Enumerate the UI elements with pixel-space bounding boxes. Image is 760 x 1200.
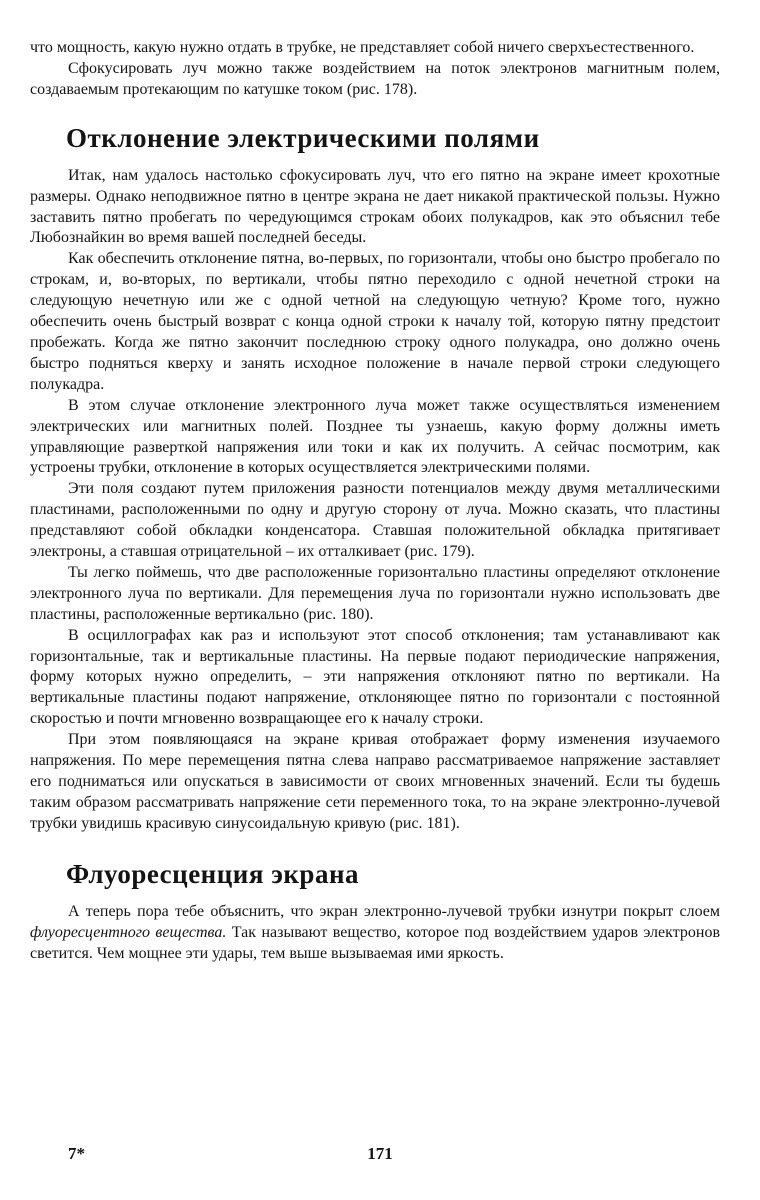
section1-paragraph-5: Ты легко поймешь, что две расположенные горизонтально пластины определяют отклонение электронного луча по вертикали. Для перемещения луча по горизонтали нужно использовать две пластины, расположенные вертикально (рис. 180). (30, 563, 720, 623)
text-run: Так называют вещество, которое под воздействием ударов электронов светится. Чем мощнее эти удары, тем выше вызываемая ими яркость. (30, 923, 720, 962)
paragraph-top-1: что мощность, какую нужно отдать в трубке, не представляет собой ничего сверхъестественного. (30, 39, 695, 56)
section1-paragraph-4: Эти поля создают путем приложения разности потенциалов между двумя металлическими пластинами, расположенными по одну и другую сторону от луча. Можно сказать, что пластины представляют собой обкладки конденсатора. Ставшая положительной обкладка притягивает электроны, а ставшая отрицательной – их отталкивает (рис. 179). (30, 480, 720, 561)
paragraph-top-2: Сфокусировать луч можно также воздействием на поток электронов магнитным полем, создаваемым протекающим по катушке током (рис. 178). (30, 59, 720, 98)
section1-paragraph-3: В этом случае отклонение электронного луча может также осуществляться изменением электрических или магнитных полей. Позднее ты узнаешь, какую форму должны иметь управляющие разверткой напряжения или токи и как их получить. А сейчас посмотрим, как устроены трубки, отклонение в которых осуществляется электрическими полями. (30, 396, 720, 477)
page-number: 171 (367, 1144, 393, 1163)
italic-term: флуоресцентного вещества. (30, 923, 227, 941)
section2-paragraph-1 (30, 902, 720, 965)
section1-paragraph-1: Итак, нам удалось настолько сфокусировать луч, что его пятно на экране имеет крохотные размеры. Однако неподвижное пятно в центре экрана не дает никакой практической пользы. Нужно заставить пятно пробегать по чередующимся строкам обоих полукадров, как это объяснил тебе Любознайкин во время вашей последней беседы. (30, 166, 720, 247)
section1-paragraph-7: При этом появляющаяся на экране кривая отображает форму изменения изучаемого напряжения. По мере перемещения пятна слева направо рассматриваемое напряжение заставляет его подниматься или опускаться в зависимости от своих мгновенных значений. Если ты будешь таким образом рассматривать напряжение сети переменного тока, то на экране электронно-лучевой трубки увидишь красивую синусоидальную кривую (рис. 181). (30, 731, 720, 832)
page-footer (0, 1144, 760, 1168)
section1-paragraph-6: В осциллографах как раз и используют этот способ отклонения; там устанавливают как горизонтальные, так и вертикальные пластины. На первые подают периодические напряжения, форму которых нужно определить, – эти напряжения отклоняют пятно по вертикали. На вертикальные пластины подают напряжение, отклоняющее пятно по горизонтали с постоянной скоростью и почти мгновенно возвращающее его к началу строки. (30, 626, 720, 728)
text-run: А теперь пора тебе объяснить, что экран электронно-лучевой трубки изнутри покрыт слоем (68, 902, 720, 920)
page-body (30, 38, 720, 964)
section-heading-deflection: Отклонение электрическими полями (66, 122, 540, 153)
signature-mark: 7* (68, 1144, 85, 1163)
section-heading-fluorescence: Флуоресценция экрана (66, 858, 359, 889)
section1-paragraph-2: Как обеспечить отклонение пятна, во-первых, по горизонтали, чтобы оно быстро пробегало по строкам, и, во-вторых, по вертикали, чтобы пятно переходило с одной нечетной строки на следующую нечетную или же с одной четной на следующую четную? Кроме того, нужно обеспечить очень быстрый возврат с конца одной строки к началу той, которую пятну предстоит пробежать. Когда же пятно закончит последнюю строку одного полукадра, оно должно очень быстро подняться кверху и занять исходное положение в начале первой строки следующего полукадра. (30, 250, 720, 393)
